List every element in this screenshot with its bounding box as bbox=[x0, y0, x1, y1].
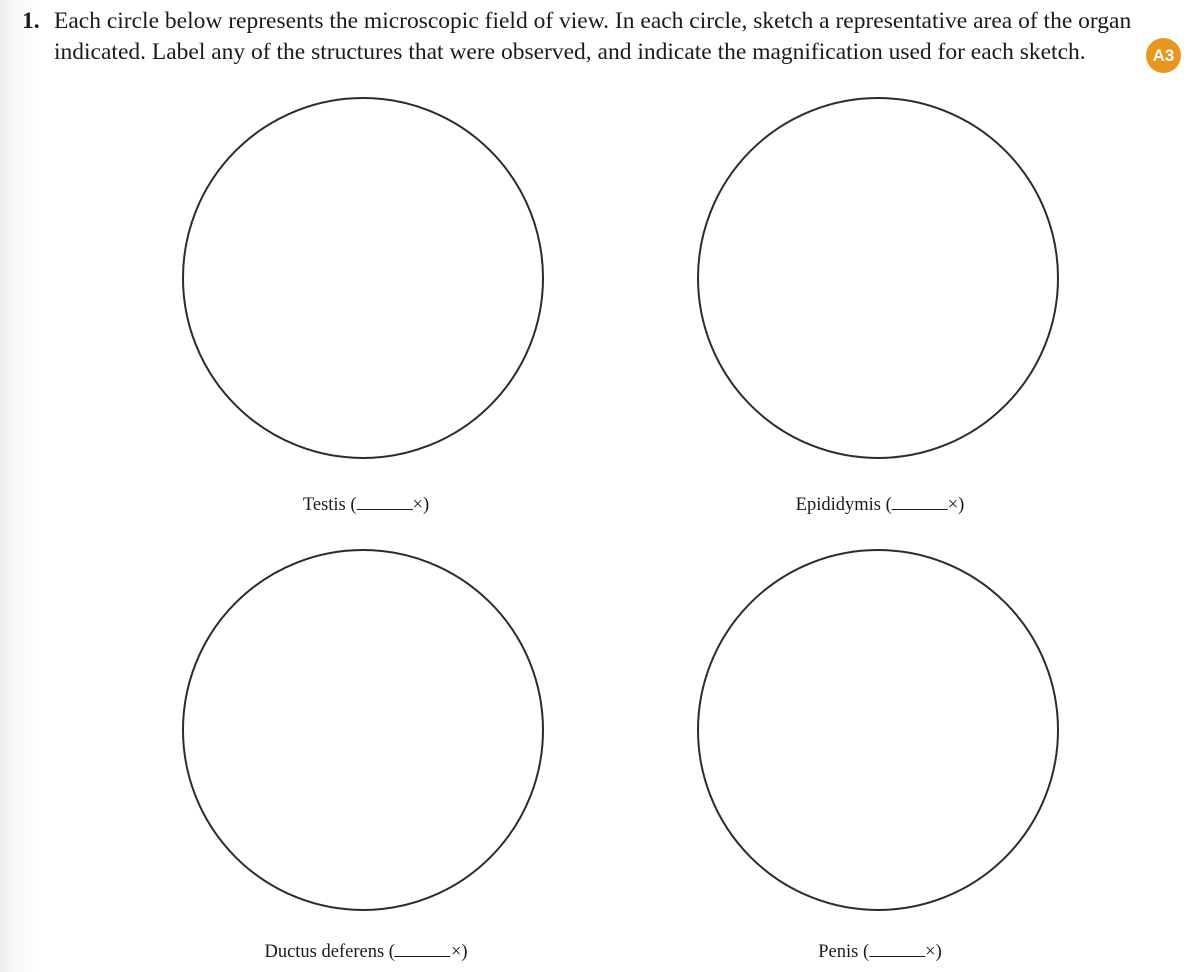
magnification-blank-epididymis[interactable] bbox=[892, 495, 948, 510]
question-number: 1. bbox=[22, 8, 40, 34]
magnification-blank-ductus-deferens[interactable] bbox=[395, 942, 451, 957]
field-of-view-epididymis[interactable] bbox=[697, 97, 1059, 459]
label-ductus-deferens bbox=[264, 941, 467, 963]
objective-badge: A3 bbox=[1146, 38, 1181, 73]
label-penis bbox=[818, 941, 941, 963]
label-epididymis bbox=[796, 494, 965, 516]
question-line-2: indicated. Label any of the structures that were observed, and indicate the magnification used for each sketch. bbox=[54, 39, 1086, 65]
label-epididymis-text: Epididymis ( bbox=[795, 495, 892, 515]
field-of-view-penis[interactable] bbox=[697, 549, 1059, 911]
field-of-view-testis[interactable] bbox=[182, 97, 544, 459]
question-text bbox=[22, 6, 1182, 68]
magnification-blank-testis[interactable] bbox=[357, 495, 413, 510]
question-line-1-text: Each circle below represents the microscopic field of view. In each circle, sketch a representative area of the organ bbox=[54, 8, 1132, 34]
label-penis-suffix: ×) bbox=[925, 942, 942, 962]
label-epididymis-suffix: ×) bbox=[947, 495, 965, 515]
label-ductus-deferens-text: Ductus deferens ( bbox=[264, 942, 395, 962]
label-penis-text: Penis ( bbox=[818, 942, 870, 962]
label-testis-suffix: ×) bbox=[412, 495, 430, 515]
label-testis bbox=[303, 494, 429, 516]
label-ductus-deferens-suffix: ×) bbox=[450, 942, 468, 962]
label-testis-text: Testis ( bbox=[302, 495, 357, 515]
field-of-view-ductus-deferens[interactable] bbox=[182, 549, 544, 911]
magnification-blank-penis[interactable] bbox=[869, 942, 925, 957]
question-line-1 bbox=[22, 6, 1182, 37]
